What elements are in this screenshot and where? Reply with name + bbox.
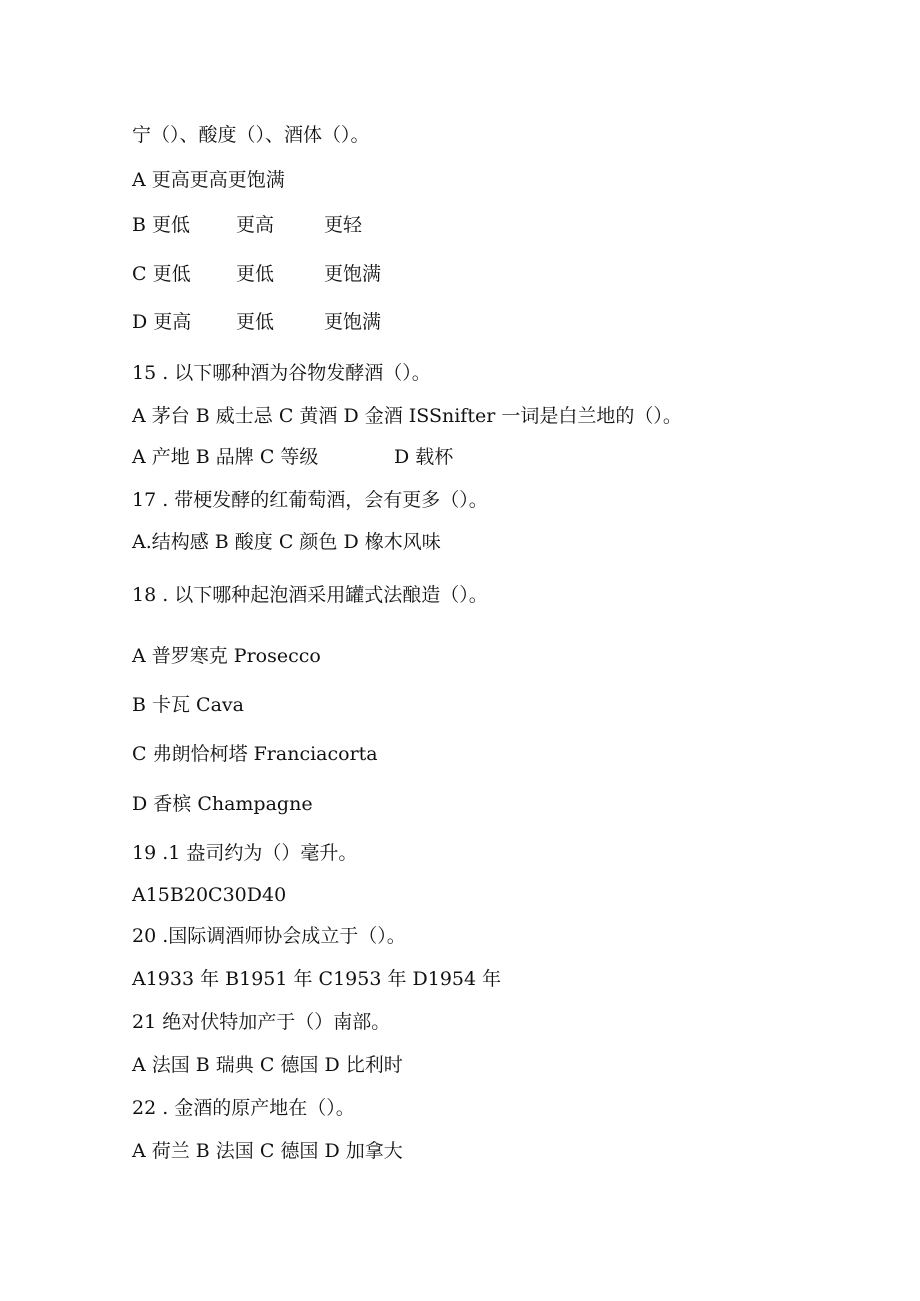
question-19-options: A15B20C30D40: [132, 884, 287, 906]
option-b-line: [132, 212, 432, 238]
question-18-option-c: C 弗朗恰柯塔 Franciacorta: [132, 743, 378, 765]
question-20: 20 .国际调酒师协会成立于（）。: [132, 925, 406, 947]
question-18-option-d: D 香槟 Champagne: [132, 793, 313, 815]
question-21-options: A 法国 B 瑞典 C 德国 D 比利时: [132, 1054, 403, 1076]
option-d-col-2: 更低: [236, 311, 275, 333]
question-17: 17 . 带梗发酵的红葡萄酒，会有更多（）。: [132, 489, 488, 511]
question-16-options: [132, 444, 472, 470]
question-19: 19 .1 盎司约为（）毫升。: [132, 842, 358, 864]
option-c-col-1: C 更低: [132, 263, 191, 285]
option-d-line: [132, 309, 432, 335]
question-22-options: A 荷兰 B 法国 C 德国 D 加拿大: [132, 1140, 403, 1162]
question-18-option-a: A 普罗寒克 Prosecco: [132, 645, 321, 667]
option-b-col-2: 更高: [236, 214, 275, 236]
question-17-options: A.结构感 B 酸度 C 颜色 D 橡木风味: [132, 531, 441, 553]
option-c-col-3: 更饱满: [324, 263, 382, 285]
option-b-col-3: 更轻: [324, 214, 363, 236]
question-16-options-right: D 载杯: [394, 446, 454, 468]
option-b-col-1: B 更低: [132, 214, 191, 236]
option-d-col-1: D 更高: [132, 311, 192, 333]
question-18-option-b: B 卡瓦 Cava: [132, 694, 244, 716]
question-20-options: A1933 年 B1951 年 C1953 年 D1954 年: [132, 968, 502, 990]
question-14-continuation: 宁（）、酸度（）、酒体（）。: [132, 124, 370, 146]
question-15: 15 . 以下哪种酒为谷物发酵酒（）。: [132, 362, 431, 384]
question-16-options-left: A 产地 B 品牌 C 等级: [132, 446, 319, 468]
option-d-col-3: 更饱满: [324, 311, 382, 333]
option-a-line: A 更高更高更饱满: [132, 169, 285, 191]
question-18: 18 . 以下哪种起泡酒采用罐式法酿造（）。: [132, 584, 488, 606]
option-c-col-2: 更低: [236, 263, 275, 285]
option-c-line: [132, 261, 432, 287]
question-21: 21 绝对伏特加产于（）南部。: [132, 1011, 391, 1033]
question-22: 22 . 金酒的原产地在（）。: [132, 1097, 355, 1119]
question-15-options: A 茅台 B 威士忌 C 黄酒 D 金酒 ISSnifter 一词是白兰地的（）。: [132, 405, 682, 427]
